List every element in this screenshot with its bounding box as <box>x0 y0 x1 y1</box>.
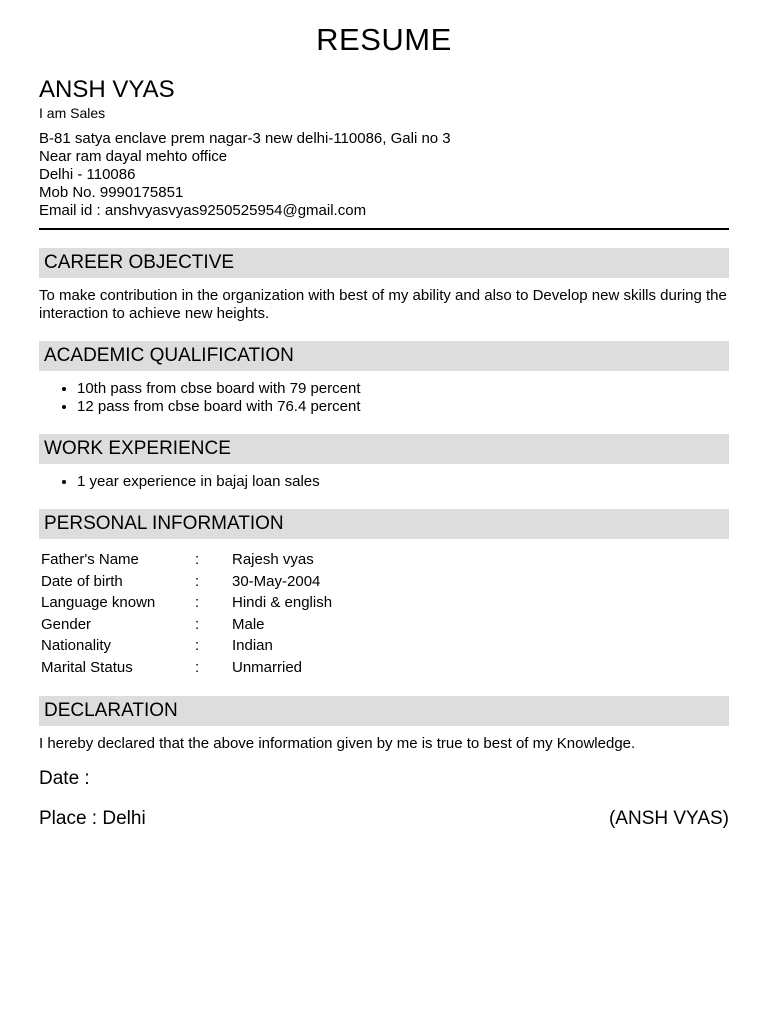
info-label: Marital Status <box>41 658 133 676</box>
mobile-number: Mob No. 9990175851 <box>39 184 184 201</box>
info-label: Gender <box>41 615 92 633</box>
info-label: Language known <box>41 594 156 611</box>
table-row <box>39 571 729 593</box>
candidate-tagline: I am Sales <box>39 105 106 121</box>
info-separator: : <box>195 658 200 676</box>
list-item: • 1 year experience in bajaj loan sales <box>77 473 729 491</box>
table-row <box>39 549 729 571</box>
section-header-personal-information: PERSONAL INFORMATION <box>39 509 729 539</box>
declaration-text: I hereby declared that the above information given by me is true to best of my Knowledge. <box>39 735 636 752</box>
info-separator: : <box>195 572 200 590</box>
place-label: Place : Delhi <box>39 808 146 829</box>
section-header-work-experience: WORK EXPERIENCE <box>39 434 729 464</box>
table-row <box>39 592 729 614</box>
section-header-declaration: DECLARATION <box>39 696 729 726</box>
info-separator: : <box>195 615 200 633</box>
info-value: Hindi & english <box>232 594 333 611</box>
list-item: • 10th pass from cbse board with 79 percent <box>77 380 729 398</box>
personal-info-table <box>39 549 729 678</box>
table-row <box>39 614 729 636</box>
date-label: Date : <box>39 768 90 789</box>
signature-name: (ANSH VYAS) <box>608 808 729 829</box>
candidate-name: ANSH VYAS <box>39 76 175 103</box>
academic-list <box>39 380 729 416</box>
info-separator: : <box>195 594 200 611</box>
career-objective-text: To make contribution in the organization with best of my ability and also to Develop new skills during the interaction to achieve new heights. <box>39 287 727 322</box>
header-divider <box>39 228 729 230</box>
address-line: B-81 satya enclave prem nagar-3 new delhi-110086, Gali no 3 <box>39 130 451 147</box>
info-label: Date of birth <box>41 572 123 590</box>
table-row <box>39 635 729 657</box>
section-header-career-objective: CAREER OBJECTIVE <box>39 248 729 278</box>
info-value: Unmarried <box>232 658 303 676</box>
work-list <box>39 473 729 491</box>
info-value: 30-May-2004 <box>232 572 321 590</box>
address-line: Near ram dayal mehto office <box>39 148 228 165</box>
address-line: Delhi - 110086 <box>39 166 136 183</box>
table-row <box>39 657 729 679</box>
document-title: RESUME <box>316 22 452 57</box>
info-label: Father's Name <box>41 551 139 568</box>
info-value: Indian <box>232 637 273 654</box>
place-signature-line <box>39 807 729 831</box>
resume-page <box>39 0 729 831</box>
info-label: Nationality <box>41 637 112 654</box>
date-line <box>39 767 729 791</box>
section-header-academic-qualification: ACADEMIC QUALIFICATION <box>39 341 729 371</box>
email-address: Email id : anshvyasvyas9250525954@gmail.com <box>39 202 367 219</box>
contact-block <box>39 130 729 220</box>
info-separator: : <box>195 551 200 568</box>
info-value: Male <box>232 615 265 633</box>
info-value: Rajesh vyas <box>232 551 314 568</box>
list-item: • 12 pass from cbse board with 76.4 percent <box>77 398 729 416</box>
info-separator: : <box>195 637 200 654</box>
